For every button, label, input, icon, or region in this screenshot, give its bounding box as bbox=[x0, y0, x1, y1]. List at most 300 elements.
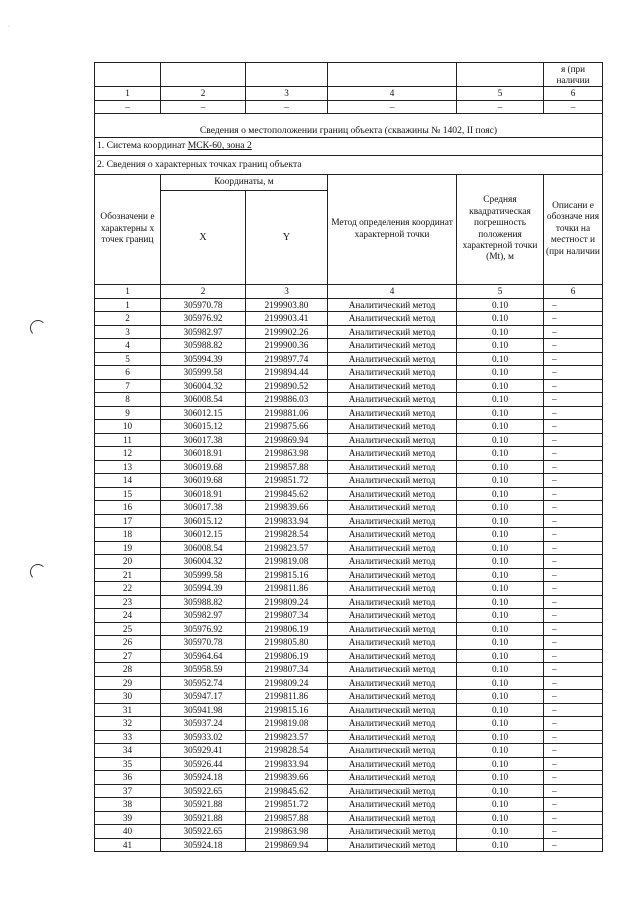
point-number: 30 bbox=[95, 690, 161, 704]
x-coordinate: 305999.58 bbox=[161, 568, 246, 582]
description-cell: – bbox=[544, 703, 603, 717]
y-coordinate: 2199815.16 bbox=[246, 703, 328, 717]
point-number: 15 bbox=[95, 487, 161, 501]
point-number: 1 bbox=[95, 298, 161, 312]
description-cell: – bbox=[544, 379, 603, 393]
x-coordinate: 305999.58 bbox=[161, 366, 246, 380]
description-cell: – bbox=[544, 474, 603, 488]
description-cell: – bbox=[544, 690, 603, 704]
y-coordinate: 2199902.26 bbox=[246, 325, 328, 339]
description-cell: – bbox=[544, 460, 603, 474]
method-cell: Аналитический метод bbox=[328, 582, 457, 596]
x-coordinate: 306019.68 bbox=[161, 474, 246, 488]
x-coordinate: 305958.59 bbox=[161, 663, 246, 677]
table-row bbox=[95, 514, 603, 528]
coord-system: 1. Система координат МСК-60, зона 2 bbox=[95, 138, 603, 156]
description-cell: – bbox=[544, 555, 603, 569]
description-cell: – bbox=[544, 730, 603, 744]
method-cell: Аналитический метод bbox=[328, 514, 457, 528]
accuracy-cell: 0.10 bbox=[457, 771, 544, 785]
x-coordinate: 305937.24 bbox=[161, 717, 246, 731]
point-number: 41 bbox=[95, 838, 161, 852]
y-coordinate: 2199807.34 bbox=[246, 663, 328, 677]
x-coordinate: 305964.64 bbox=[161, 649, 246, 663]
description-cell: – bbox=[544, 663, 603, 677]
y-coordinate: 2199869.94 bbox=[246, 838, 328, 852]
accuracy-cell: 0.10 bbox=[457, 636, 544, 650]
x-coordinate: 305947.17 bbox=[161, 690, 246, 704]
description-header-tail: я (при наличии bbox=[544, 63, 603, 87]
col-description-header: Описани е обозначе ния точки на местност и (при наличии bbox=[544, 175, 603, 285]
method-cell: Аналитический метод bbox=[328, 622, 457, 636]
points-heading-row bbox=[95, 156, 603, 175]
method-cell: Аналитический метод bbox=[328, 798, 457, 812]
x-coordinate: 305933.02 bbox=[161, 730, 246, 744]
method-cell: Аналитический метод bbox=[328, 784, 457, 798]
point-number: 38 bbox=[95, 798, 161, 812]
accuracy-cell: 0.10 bbox=[457, 690, 544, 704]
accuracy-cell: 0.10 bbox=[457, 379, 544, 393]
table-row bbox=[95, 460, 603, 474]
point-number: 31 bbox=[95, 703, 161, 717]
point-number: 2 bbox=[95, 312, 161, 326]
table-row bbox=[95, 393, 603, 407]
y-coordinate: 2199886.03 bbox=[246, 393, 328, 407]
x-coordinate: 306018.91 bbox=[161, 447, 246, 461]
description-cell: – bbox=[544, 406, 603, 420]
point-number: 21 bbox=[95, 568, 161, 582]
accuracy-cell: 0.10 bbox=[457, 325, 544, 339]
accuracy-cell: 0.10 bbox=[457, 339, 544, 353]
point-number: 4 bbox=[95, 339, 161, 353]
table-row bbox=[95, 555, 603, 569]
method-cell: Аналитический метод bbox=[328, 811, 457, 825]
table-row bbox=[95, 366, 603, 380]
x-coordinate: 306017.38 bbox=[161, 501, 246, 515]
table-row bbox=[95, 690, 603, 704]
x-coordinate: 305994.39 bbox=[161, 582, 246, 596]
accuracy-cell: 0.10 bbox=[457, 784, 544, 798]
table-row bbox=[95, 595, 603, 609]
table-row bbox=[95, 325, 603, 339]
accuracy-cell: 0.10 bbox=[457, 555, 544, 569]
table-row bbox=[95, 420, 603, 434]
y-coordinate: 2199823.57 bbox=[246, 730, 328, 744]
accuracy-cell: 0.10 bbox=[457, 487, 544, 501]
point-number: 7 bbox=[95, 379, 161, 393]
method-cell: Аналитический метод bbox=[328, 366, 457, 380]
coord-system-row bbox=[95, 138, 603, 156]
accuracy-cell: 0.10 bbox=[457, 730, 544, 744]
boundary-points-table bbox=[94, 62, 603, 852]
accuracy-cell: 0.10 bbox=[457, 447, 544, 461]
method-cell: Аналитический метод bbox=[328, 676, 457, 690]
table-row bbox=[95, 487, 603, 501]
table-row bbox=[95, 757, 603, 771]
y-coordinate: 2199805.80 bbox=[246, 636, 328, 650]
method-cell: Аналитический метод bbox=[328, 487, 457, 501]
point-number: 6 bbox=[95, 366, 161, 380]
y-coordinate: 2199851.72 bbox=[246, 474, 328, 488]
table-row bbox=[95, 676, 603, 690]
x-coordinate: 305926.44 bbox=[161, 757, 246, 771]
y-coordinate: 2199828.54 bbox=[246, 744, 328, 758]
table-row bbox=[95, 663, 603, 677]
y-coordinate: 2199897.74 bbox=[246, 352, 328, 366]
x-coordinate: 306015.12 bbox=[161, 420, 246, 434]
description-cell: – bbox=[544, 622, 603, 636]
accuracy-cell: 0.10 bbox=[457, 393, 544, 407]
accuracy-cell: 0.10 bbox=[457, 703, 544, 717]
x-coordinate: 305994.39 bbox=[161, 352, 246, 366]
accuracy-cell: 0.10 bbox=[457, 609, 544, 623]
y-coordinate: 2199857.88 bbox=[246, 811, 328, 825]
description-cell: – bbox=[544, 325, 603, 339]
description-cell: – bbox=[544, 366, 603, 380]
method-cell: Аналитический метод bbox=[328, 703, 457, 717]
y-coordinate: 2199833.94 bbox=[246, 514, 328, 528]
point-number: 40 bbox=[95, 825, 161, 839]
x-coordinate: 306012.15 bbox=[161, 528, 246, 542]
accuracy-cell: 0.10 bbox=[457, 757, 544, 771]
point-number: 23 bbox=[95, 595, 161, 609]
x-coordinate: 306017.38 bbox=[161, 433, 246, 447]
table-row bbox=[95, 798, 603, 812]
description-cell: – bbox=[544, 420, 603, 434]
accuracy-cell: 0.10 bbox=[457, 474, 544, 488]
point-number: 29 bbox=[95, 676, 161, 690]
y-coordinate: 2199811.86 bbox=[246, 582, 328, 596]
method-cell: Аналитический метод bbox=[328, 690, 457, 704]
description-cell: – bbox=[544, 568, 603, 582]
table-row bbox=[95, 474, 603, 488]
point-number: 22 bbox=[95, 582, 161, 596]
accuracy-cell: 0.10 bbox=[457, 676, 544, 690]
method-cell: Аналитический метод bbox=[328, 744, 457, 758]
method-cell: Аналитический метод bbox=[328, 379, 457, 393]
table-row bbox=[95, 501, 603, 515]
point-number: 19 bbox=[95, 541, 161, 555]
y-coordinate: 2199863.98 bbox=[246, 447, 328, 461]
table-row bbox=[95, 811, 603, 825]
accuracy-cell: 0.10 bbox=[457, 582, 544, 596]
method-cell: Аналитический метод bbox=[328, 717, 457, 731]
method-cell: Аналитический метод bbox=[328, 433, 457, 447]
method-cell: Аналитический метод bbox=[328, 447, 457, 461]
point-number: 10 bbox=[95, 420, 161, 434]
y-coordinate: 2199833.94 bbox=[246, 757, 328, 771]
description-cell: – bbox=[544, 595, 603, 609]
description-cell: – bbox=[544, 636, 603, 650]
method-cell: Аналитический метод bbox=[328, 757, 457, 771]
y-coordinate: 2199903.41 bbox=[246, 312, 328, 326]
description-cell: – bbox=[544, 784, 603, 798]
point-number: 36 bbox=[95, 771, 161, 785]
method-cell: Аналитический метод bbox=[328, 298, 457, 312]
table-row bbox=[95, 352, 603, 366]
point-number: 33 bbox=[95, 730, 161, 744]
accuracy-cell: 0.10 bbox=[457, 811, 544, 825]
x-coordinate: 305929.41 bbox=[161, 744, 246, 758]
y-coordinate: 2199811.86 bbox=[246, 690, 328, 704]
point-number: 26 bbox=[95, 636, 161, 650]
x-coordinate: 305970.78 bbox=[161, 298, 246, 312]
table-row bbox=[95, 730, 603, 744]
method-cell: Аналитический метод bbox=[328, 825, 457, 839]
point-number: 5 bbox=[95, 352, 161, 366]
x-coordinate: 305922.65 bbox=[161, 784, 246, 798]
accuracy-cell: 0.10 bbox=[457, 568, 544, 582]
y-coordinate: 2199828.54 bbox=[246, 528, 328, 542]
y-coordinate: 2199894.44 bbox=[246, 366, 328, 380]
y-coordinate: 2199809.24 bbox=[246, 676, 328, 690]
point-number: 25 bbox=[95, 622, 161, 636]
x-coordinate: 305924.18 bbox=[161, 771, 246, 785]
y-coordinate: 2199903.80 bbox=[246, 298, 328, 312]
x-coordinate: 305921.88 bbox=[161, 811, 246, 825]
y-coordinate: 2199815.16 bbox=[246, 568, 328, 582]
description-cell: – bbox=[544, 541, 603, 555]
table-row bbox=[95, 433, 603, 447]
method-cell: Аналитический метод bbox=[328, 663, 457, 677]
table-row bbox=[95, 528, 603, 542]
description-cell: – bbox=[544, 487, 603, 501]
x-coordinate: 305982.97 bbox=[161, 609, 246, 623]
table-row bbox=[95, 447, 603, 461]
col-y-header: Y bbox=[246, 191, 328, 285]
table-row bbox=[95, 825, 603, 839]
accuracy-cell: 0.10 bbox=[457, 541, 544, 555]
x-coordinate: 305941.98 bbox=[161, 703, 246, 717]
accuracy-cell: 0.10 bbox=[457, 298, 544, 312]
col-method-header: Метод определения координат характерной точки bbox=[328, 175, 457, 285]
description-cell: – bbox=[544, 798, 603, 812]
y-coordinate: 2199900.36 bbox=[246, 339, 328, 353]
description-cell: – bbox=[544, 433, 603, 447]
y-coordinate: 2199823.57 bbox=[246, 541, 328, 555]
description-cell: – bbox=[544, 339, 603, 353]
table-row bbox=[95, 568, 603, 582]
accuracy-cell: 0.10 bbox=[457, 352, 544, 366]
point-number: 35 bbox=[95, 757, 161, 771]
accuracy-cell: 0.10 bbox=[457, 433, 544, 447]
accuracy-cell: 0.10 bbox=[457, 744, 544, 758]
x-coordinate: 305921.88 bbox=[161, 798, 246, 812]
x-coordinate: 306018.91 bbox=[161, 487, 246, 501]
x-coordinate: 306004.32 bbox=[161, 555, 246, 569]
point-number: 8 bbox=[95, 393, 161, 407]
y-coordinate: 2199845.62 bbox=[246, 784, 328, 798]
table-row bbox=[95, 744, 603, 758]
y-coordinate: 2199851.72 bbox=[246, 798, 328, 812]
accuracy-cell: 0.10 bbox=[457, 420, 544, 434]
y-coordinate: 2199806.19 bbox=[246, 649, 328, 663]
y-coordinate: 2199857.88 bbox=[246, 460, 328, 474]
point-number: 18 bbox=[95, 528, 161, 542]
point-number: 13 bbox=[95, 460, 161, 474]
point-number: 27 bbox=[95, 649, 161, 663]
y-coordinate: 2199819.08 bbox=[246, 717, 328, 731]
method-cell: Аналитический метод bbox=[328, 501, 457, 515]
point-number: 9 bbox=[95, 406, 161, 420]
table-row bbox=[95, 541, 603, 555]
point-number: 12 bbox=[95, 447, 161, 461]
accuracy-cell: 0.10 bbox=[457, 622, 544, 636]
table-row bbox=[95, 703, 603, 717]
accuracy-cell: 0.10 bbox=[457, 514, 544, 528]
y-coordinate: 2199809.24 bbox=[246, 595, 328, 609]
description-cell: – bbox=[544, 811, 603, 825]
coord-system-value: МСК-60, зона 2 bbox=[187, 140, 252, 152]
table-row bbox=[95, 784, 603, 798]
method-cell: Аналитический метод bbox=[328, 352, 457, 366]
accuracy-cell: 0.10 bbox=[457, 663, 544, 677]
table-row bbox=[95, 622, 603, 636]
accuracy-cell: 0.10 bbox=[457, 717, 544, 731]
x-coordinate: 305988.82 bbox=[161, 339, 246, 353]
point-number: 39 bbox=[95, 811, 161, 825]
column-numbers-row: 1 2 3 4 5 6 bbox=[95, 285, 603, 299]
table-row bbox=[95, 339, 603, 353]
y-coordinate: 2199869.94 bbox=[246, 433, 328, 447]
description-cell: – bbox=[544, 609, 603, 623]
accuracy-cell: 0.10 bbox=[457, 406, 544, 420]
method-cell: Аналитический метод bbox=[328, 568, 457, 582]
top-dash-row: – – – – – – bbox=[95, 100, 603, 114]
point-number: 20 bbox=[95, 555, 161, 569]
accuracy-cell: 0.10 bbox=[457, 595, 544, 609]
accuracy-cell: 0.10 bbox=[457, 366, 544, 380]
description-cell: – bbox=[544, 447, 603, 461]
method-cell: Аналитический метод bbox=[328, 312, 457, 326]
description-cell: – bbox=[544, 676, 603, 690]
table-row bbox=[95, 312, 603, 326]
y-coordinate: 2199881.06 bbox=[246, 406, 328, 420]
point-number: 16 bbox=[95, 501, 161, 515]
point-number: 14 bbox=[95, 474, 161, 488]
description-cell: – bbox=[544, 838, 603, 852]
description-cell: – bbox=[544, 393, 603, 407]
punch-hole-mark bbox=[30, 320, 46, 336]
point-number: 17 bbox=[95, 514, 161, 528]
method-cell: Аналитический метод bbox=[328, 325, 457, 339]
table-row bbox=[95, 379, 603, 393]
accuracy-cell: 0.10 bbox=[457, 312, 544, 326]
method-cell: Аналитический метод bbox=[328, 838, 457, 852]
y-coordinate: 2199806.19 bbox=[246, 622, 328, 636]
method-cell: Аналитический метод bbox=[328, 474, 457, 488]
accuracy-cell: 0.10 bbox=[457, 528, 544, 542]
method-cell: Аналитический метод bbox=[328, 541, 457, 555]
method-cell: Аналитический метод bbox=[328, 771, 457, 785]
points-heading: 2. Сведения о характерных точках границ объекта bbox=[95, 156, 603, 175]
top-header-row bbox=[95, 63, 603, 87]
accuracy-cell: 0.10 bbox=[457, 460, 544, 474]
x-coordinate: 305922.65 bbox=[161, 825, 246, 839]
description-cell: – bbox=[544, 582, 603, 596]
point-number: 28 bbox=[95, 663, 161, 677]
method-cell: Аналитический метод bbox=[328, 406, 457, 420]
method-cell: Аналитический метод bbox=[328, 460, 457, 474]
col-x-header: X bbox=[161, 191, 246, 285]
table-row bbox=[95, 582, 603, 596]
section-title: Сведения о местоположении границ объекта (скважины № 1402, II пояс) bbox=[95, 114, 603, 138]
table-row bbox=[95, 609, 603, 623]
point-number: 34 bbox=[95, 744, 161, 758]
point-number: 37 bbox=[95, 784, 161, 798]
y-coordinate: 2199807.34 bbox=[246, 609, 328, 623]
accuracy-cell: 0.10 bbox=[457, 838, 544, 852]
method-cell: Аналитический метод bbox=[328, 649, 457, 663]
x-coordinate: 305976.92 bbox=[161, 312, 246, 326]
accuracy-cell: 0.10 bbox=[457, 798, 544, 812]
table-row bbox=[95, 771, 603, 785]
y-coordinate: 2199839.66 bbox=[246, 771, 328, 785]
description-cell: – bbox=[544, 649, 603, 663]
method-cell: Аналитический метод bbox=[328, 528, 457, 542]
table-row bbox=[95, 406, 603, 420]
x-coordinate: 306008.54 bbox=[161, 541, 246, 555]
table-row bbox=[95, 298, 603, 312]
method-cell: Аналитический метод bbox=[328, 595, 457, 609]
y-coordinate: 2199875.66 bbox=[246, 420, 328, 434]
point-number: 3 bbox=[95, 325, 161, 339]
x-coordinate: 306019.68 bbox=[161, 460, 246, 474]
description-cell: – bbox=[544, 771, 603, 785]
table-row bbox=[95, 838, 603, 852]
x-coordinate: 305982.97 bbox=[161, 325, 246, 339]
method-cell: Аналитический метод bbox=[328, 730, 457, 744]
method-cell: Аналитический метод bbox=[328, 420, 457, 434]
description-cell: – bbox=[544, 744, 603, 758]
point-number: 11 bbox=[95, 433, 161, 447]
point-number: 32 bbox=[95, 717, 161, 731]
description-cell: – bbox=[544, 298, 603, 312]
description-cell: – bbox=[544, 501, 603, 515]
x-coordinate: 305970.78 bbox=[161, 636, 246, 650]
x-coordinate: 306012.15 bbox=[161, 406, 246, 420]
y-coordinate: 2199845.62 bbox=[246, 487, 328, 501]
col-accuracy-header: Средняя квадратическая погрешность положения характерной точки (Mt), м bbox=[457, 175, 544, 285]
col-coords-header: Координаты, м bbox=[161, 175, 328, 191]
accuracy-cell: 0.10 bbox=[457, 649, 544, 663]
method-cell: Аналитический метод bbox=[328, 636, 457, 650]
y-coordinate: 2199863.98 bbox=[246, 825, 328, 839]
method-cell: Аналитический метод bbox=[328, 555, 457, 569]
method-cell: Аналитический метод bbox=[328, 393, 457, 407]
y-coordinate: 2199819.08 bbox=[246, 555, 328, 569]
section-title-row bbox=[95, 114, 603, 138]
col-designation-header: Обозначени е характерны х точек границ bbox=[95, 175, 161, 285]
point-number: 24 bbox=[95, 609, 161, 623]
x-coordinate: 306008.54 bbox=[161, 393, 246, 407]
top-numbers-row: 1 2 3 4 5 6 bbox=[95, 87, 603, 101]
description-cell: – bbox=[544, 514, 603, 528]
x-coordinate: 305924.18 bbox=[161, 838, 246, 852]
column-header-row bbox=[95, 175, 603, 191]
table-row bbox=[95, 636, 603, 650]
description-cell: – bbox=[544, 528, 603, 542]
y-coordinate: 2199839.66 bbox=[246, 501, 328, 515]
table-row bbox=[95, 649, 603, 663]
method-cell: Аналитический метод bbox=[328, 609, 457, 623]
x-coordinate: 305952.74 bbox=[161, 676, 246, 690]
x-coordinate: 305976.92 bbox=[161, 622, 246, 636]
punch-hole-mark bbox=[30, 564, 46, 580]
accuracy-cell: 0.10 bbox=[457, 501, 544, 515]
table-row bbox=[95, 717, 603, 731]
description-cell: – bbox=[544, 312, 603, 326]
